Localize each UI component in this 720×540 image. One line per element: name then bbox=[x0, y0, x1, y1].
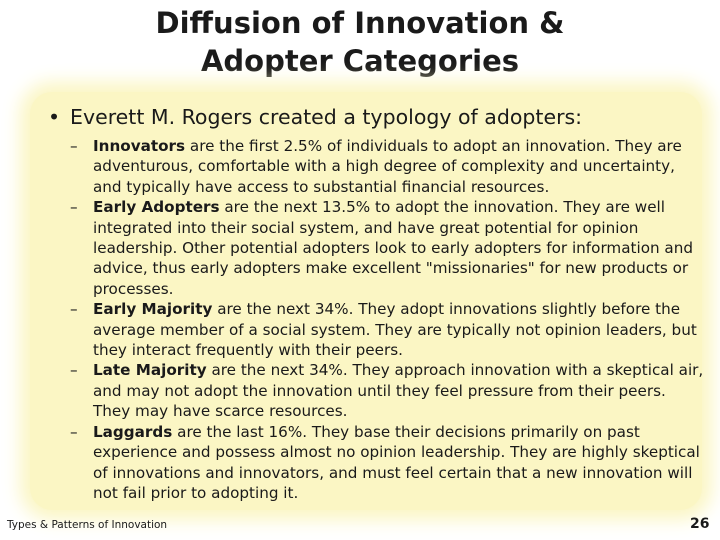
dash-icon: – bbox=[70, 198, 78, 217]
subpoint-text: are the last 16%. They base their decisions primarily on past experience and possess almost no opinion leadership. They are highly skeptical of innovations and innovators, and must feel certain that a new innovation will not fail prior to adopting it. bbox=[93, 422, 700, 502]
main-bullet-text: Everett M. Rogers created a typology of adopters: bbox=[70, 105, 583, 129]
page-number: 26 bbox=[690, 516, 710, 532]
subpoint-list bbox=[70, 136, 706, 503]
slide-title bbox=[120, 4, 600, 80]
footer-text: Types & Patterns of Innovation bbox=[7, 519, 168, 531]
slide-title-line-2: Adopter Categories bbox=[200, 44, 520, 78]
subpoint-text: are the next 34%. They adopt innovations slightly before the average member of a social system. They are typically not opinion leaders, but they interact frequently with their peers. bbox=[93, 300, 697, 360]
bullet-icon: • bbox=[48, 105, 61, 129]
dash-icon: – bbox=[70, 361, 78, 380]
subpoint-late-majority bbox=[70, 360, 706, 421]
subpoint-term: Innovators bbox=[93, 137, 186, 155]
subpoint-innovators bbox=[70, 136, 706, 197]
subpoint-early-adopters bbox=[70, 197, 706, 299]
dash-icon: – bbox=[70, 300, 78, 319]
subpoint-term: Early Majority bbox=[93, 300, 213, 319]
slide-title-line-1: Diffusion of Innovation & bbox=[155, 6, 565, 40]
dash-icon: – bbox=[70, 137, 78, 155]
main-bullet bbox=[48, 104, 688, 130]
subpoint-early-majority bbox=[70, 299, 706, 360]
subpoint-laggards bbox=[70, 422, 706, 504]
subpoint-text: are the first 2.5% of individuals to adopt an innovation. They are adventurous, comfortable with a high degree of complexity and uncertainty, and typically have access to substantial financial resources. bbox=[93, 137, 682, 196]
subpoint-text: are the next 34%. They approach innovation with a skeptical air, and may not adopt the innovation until they feel pressure from their peers. They may have scarce resources. bbox=[93, 361, 704, 421]
subpoint-term: Late Majority bbox=[93, 361, 207, 380]
subpoint-term: Early Adopters bbox=[93, 198, 220, 217]
subpoint-term: Laggards bbox=[93, 422, 173, 441]
dash-icon: – bbox=[70, 422, 78, 441]
subpoint-text: are the next 13.5% to adopt the innovation. They are well integrated into their social system, and have great potential for opinion leadership. Other potential adopters look to early adopters for information and advice, thus early adopters make excellent "missionaries" for new products or processes. bbox=[93, 198, 694, 298]
